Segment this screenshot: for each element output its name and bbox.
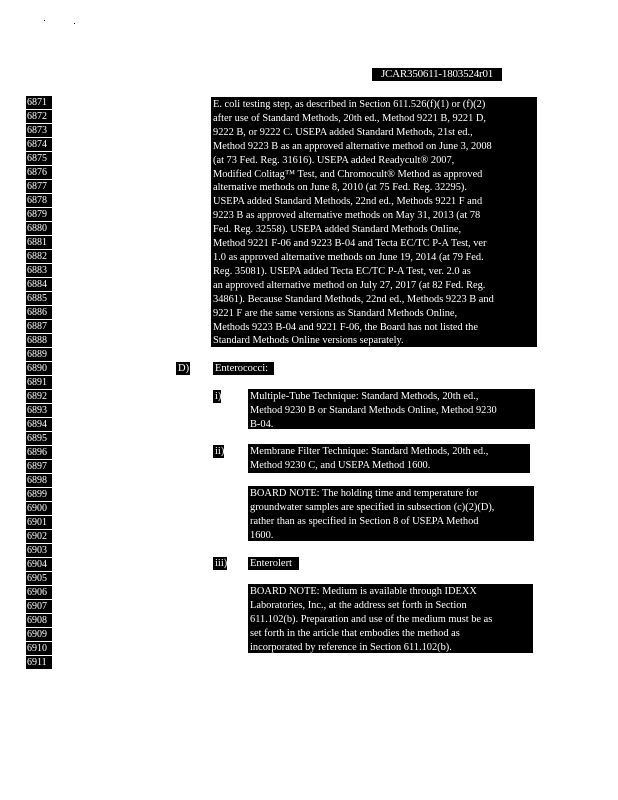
board-note-1-line: 1600. <box>250 529 274 541</box>
board-note-1-line: rather than as specified in Section 8 of USEPA Method <box>250 515 479 527</box>
line-number: 6899 <box>26 488 52 501</box>
line-number: 6890 <box>26 362 52 375</box>
line-number: 6881 <box>26 236 52 249</box>
line-number: 6871 <box>26 96 52 109</box>
section-d-label: D) <box>178 363 190 374</box>
board-note-medium <box>248 584 533 653</box>
line-number: 6908 <box>26 614 52 627</box>
main-paragraph-line: Methods 9223 B-04 and 9221 F-06, the Board has not listed the <box>213 321 478 333</box>
main-paragraph-line: an approved alternative method on July 27, 2017 (at 82 Fed. Reg. <box>213 279 486 291</box>
board-note-2-line: BOARD NOTE: Medium is available through IDEXX <box>250 586 477 597</box>
line-number: 6911 <box>26 656 52 669</box>
line-number: 6898 <box>26 474 52 487</box>
main-paragraph-line: (at 73 Fed. Reg. 31616). USEPA added Readycult® 2007, <box>213 154 455 166</box>
line-number: 6903 <box>26 544 52 557</box>
line-number: 6880 <box>26 222 52 235</box>
line-number: 6901 <box>26 516 52 529</box>
line-number: 6872 <box>26 110 52 123</box>
line-number: 6894 <box>26 418 52 431</box>
main-paragraph-line: Standard Methods Online versions separately. <box>213 335 404 347</box>
line-number: 6877 <box>26 180 52 193</box>
board-note-1-line: BOARD NOTE: The holding time and temperature for <box>250 488 479 499</box>
board-note-1-line: groundwater samples are specified in subsection (c)(2)(D), <box>250 501 495 513</box>
line-number: 6878 <box>26 194 52 207</box>
main-paragraph-line: alternative methods on June 8, 2010 (at 75 Fed. Reg. 32295). <box>213 182 467 194</box>
line-number: 6904 <box>26 558 52 571</box>
line-number: 6873 <box>26 124 52 137</box>
item-i-line: Multiple-Tube Technique: Standard Methods, 20th ed., <box>250 391 479 402</box>
section-d-title: Enterococci: <box>213 362 274 375</box>
line-number: 6887 <box>26 320 52 333</box>
item-i-text <box>248 389 535 429</box>
item-ii-line: Membrane Filter Technique: Standard Methods, 20th ed., <box>250 446 489 457</box>
item-iii-label: iii) <box>215 558 227 569</box>
line-number: 6875 <box>26 152 52 165</box>
board-note-holding-time <box>248 486 534 541</box>
line-number: 6883 <box>26 264 52 277</box>
line-number: 6876 <box>26 166 52 179</box>
main-paragraph-line: 9222 B, or 9222 C. USEPA added Standard Methods, 21st ed., <box>213 126 473 138</box>
line-number: 6909 <box>26 628 52 641</box>
line-number: 6907 <box>26 600 52 613</box>
scan-specks <box>40 18 90 28</box>
line-number: 6896 <box>26 446 52 459</box>
line-number: 6874 <box>26 138 52 151</box>
line-number: 6879 <box>26 208 52 221</box>
item-ii-text <box>248 444 530 473</box>
line-number: 6897 <box>26 460 52 473</box>
item-ii-line: Method 9230 C, and USEPA Method 1600. <box>250 459 431 471</box>
line-number: 6905 <box>26 572 52 585</box>
main-paragraph <box>211 97 537 347</box>
line-number: 6888 <box>26 334 52 347</box>
line-number: 6886 <box>26 306 52 319</box>
board-note-2-line: 611.102(b). Preparation and use of the medium must be as <box>250 613 493 625</box>
main-paragraph-line: Modified Colitag™ Test, and Chromocult® Method as approved <box>213 168 483 180</box>
item-i-line: B-04. <box>250 418 274 429</box>
item-ii-label: ii) <box>215 446 224 457</box>
line-number: 6891 <box>26 376 52 389</box>
line-number: 6884 <box>26 278 52 291</box>
document-id-header: JCAR350611-1803524r01 <box>372 68 502 81</box>
main-paragraph-line: Method 9221 F-06 and 9223 B-04 and Tecta EC/TC P-A Test, ver <box>213 238 487 250</box>
board-note-2-line: set forth in the article that embodies the method as <box>250 627 460 639</box>
line-number: 6910 <box>26 642 52 655</box>
line-number: 6885 <box>26 292 52 305</box>
main-paragraph-line: USEPA added Standard Methods, 22nd ed., Methods 9221 F and <box>213 196 483 208</box>
main-paragraph-line: Reg. 35081). USEPA added Tecta EC/TC P-A Test, ver. 2.0 as <box>213 265 471 277</box>
line-number-column <box>26 96 52 670</box>
board-note-2-line: Laboratories, Inc., at the address set forth in Section <box>250 599 467 611</box>
main-paragraph-line: 34861). Because Standard Methods, 22nd ed., Methods 9223 B and <box>213 293 494 305</box>
board-note-2-line: incorporated by reference in Section 611.102(b). <box>250 641 452 653</box>
line-number: 6882 <box>26 250 52 263</box>
line-number: 6893 <box>26 404 52 417</box>
line-number: 6895 <box>26 432 52 445</box>
main-paragraph-line: after use of Standard Methods, 20th ed., Method 9221 B, 9221 D, <box>213 112 487 124</box>
main-paragraph-line: 9223 B as approved alternative methods on May 31, 2013 (at 78 <box>213 210 481 222</box>
main-paragraph-line: 9221 F are the same versions as Standard Methods Online, <box>213 307 458 319</box>
item-iii-title: Enterolert <box>248 557 299 570</box>
line-number: 6902 <box>26 530 52 543</box>
line-number: 6906 <box>26 586 52 599</box>
line-number: 6900 <box>26 502 52 515</box>
item-i-label: i) <box>215 391 221 402</box>
main-paragraph-line: Method 9223 B as an approved alternative method on June 3, 2008 <box>213 140 492 152</box>
main-paragraph-line: E. coli testing step, as described in Section 611.526(f)(1) or (f)(2) <box>213 99 486 110</box>
item-i-line: Method 9230 B or Standard Methods Online, Method 9230 <box>250 404 497 416</box>
main-paragraph-line: 1.0 as approved alternative methods on June 19, 2014 (at 79 Fed. <box>213 251 484 263</box>
line-number: 6892 <box>26 390 52 403</box>
line-number: 6889 <box>26 348 52 361</box>
main-paragraph-line: Fed. Reg. 32558). USEPA added Standard Methods Online, <box>213 224 462 236</box>
